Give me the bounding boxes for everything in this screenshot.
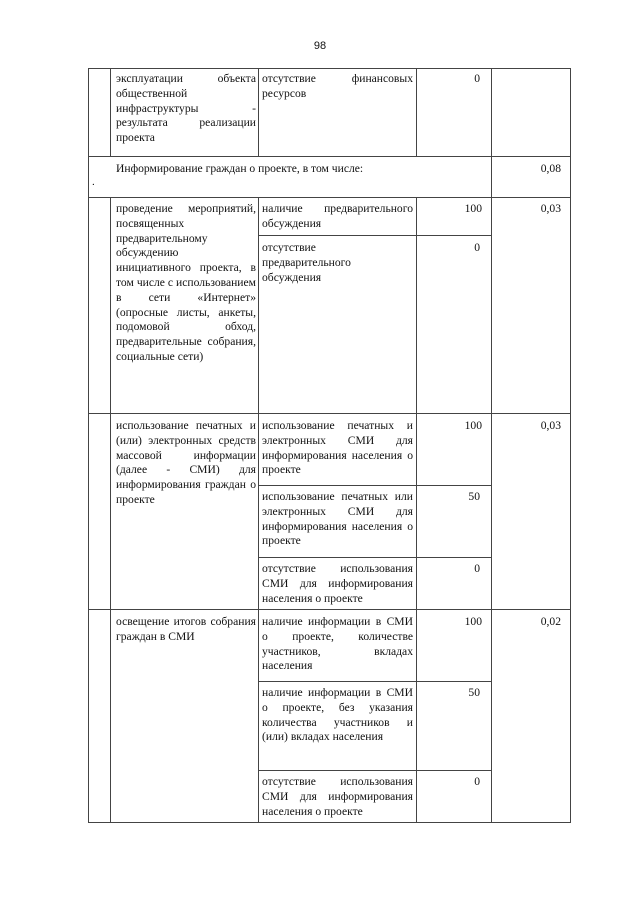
weight-cell: 0,08	[540, 162, 561, 175]
row-divider	[88, 156, 570, 157]
table-border-left	[88, 68, 89, 823]
column-divider	[491, 68, 492, 823]
table-border-top	[88, 68, 570, 69]
option-label-cell: отсутствие использования СМИ для информирования населения о проекте	[262, 562, 413, 605]
cell-divider	[258, 681, 492, 682]
cell-divider	[258, 557, 492, 558]
column-divider	[110, 197, 111, 823]
cell-divider	[258, 770, 492, 771]
page-number: 98	[313, 40, 327, 52]
option-label-cell: использование печатных или электронных СМИ для информирования населения о проекте	[262, 490, 413, 548]
option-points-cell: 0	[474, 241, 480, 254]
table-border-bottom	[88, 822, 570, 823]
criterion-cell: использование печатных и (или) электронных средств массовой информации (далее - СМИ) для информирования граждан о проекте	[116, 419, 256, 506]
weight-cell: 0,03	[540, 202, 561, 215]
column-divider	[416, 68, 417, 157]
weight-cell: 0,03	[540, 419, 561, 432]
column-divider	[416, 197, 417, 823]
option-label-cell: наличие информации в СМИ о проекте, без указания количества участников и (или) вкладах населения	[262, 686, 413, 744]
criterion-cell: эксплуатации объекта общественной инфраструктуры - результата реализации проекта	[116, 72, 256, 145]
row-divider	[88, 413, 570, 414]
option-label-cell: наличие информации в СМИ о проекте, количестве участников, вкладах населения	[262, 615, 413, 673]
column-divider	[258, 197, 259, 823]
option-points-cell: 50	[468, 490, 480, 503]
option-label-cell: наличие предварительного обсуждения	[262, 202, 413, 230]
row-marker: .	[92, 176, 95, 188]
row-divider	[88, 609, 570, 610]
option-label-cell: отсутствие использования СМИ для информирования населения о проекте	[262, 775, 413, 818]
column-divider	[258, 68, 259, 157]
value-label-cell: отсутствие финансовых ресурсов	[262, 72, 413, 100]
cell-divider	[258, 485, 492, 486]
table-border-right	[570, 68, 571, 823]
cell-divider	[258, 235, 492, 236]
criterion-cell: освещение итогов собрания граждан в СМИ	[116, 615, 256, 643]
option-points-cell: 50	[468, 686, 480, 699]
weight-cell: 0,02	[540, 615, 561, 628]
section-heading: Информирование граждан о проекте, в том числе:	[116, 162, 364, 175]
option-points-cell: 0	[474, 775, 480, 788]
criterion-cell: проведение мероприятий, посвященных предварительному обсуждению инициативного проекта, в том числе с использованием в сети «Интернет» (опросные листы, анкеты, подомовой обход, предварительные собрания, социальные сети)	[116, 202, 256, 363]
column-divider	[110, 68, 111, 157]
row-divider	[88, 197, 570, 198]
option-label-cell: отсутствие предварительного обсуждения	[262, 241, 351, 284]
option-points-cell: 100	[464, 615, 482, 628]
option-label-cell: использование печатных и электронных СМИ для информирования населения о проекте	[262, 419, 413, 477]
option-points-cell: 0	[474, 562, 480, 575]
option-points-cell: 100	[464, 419, 482, 432]
option-points-cell: 100	[464, 202, 482, 215]
points-cell: 0	[474, 72, 480, 85]
